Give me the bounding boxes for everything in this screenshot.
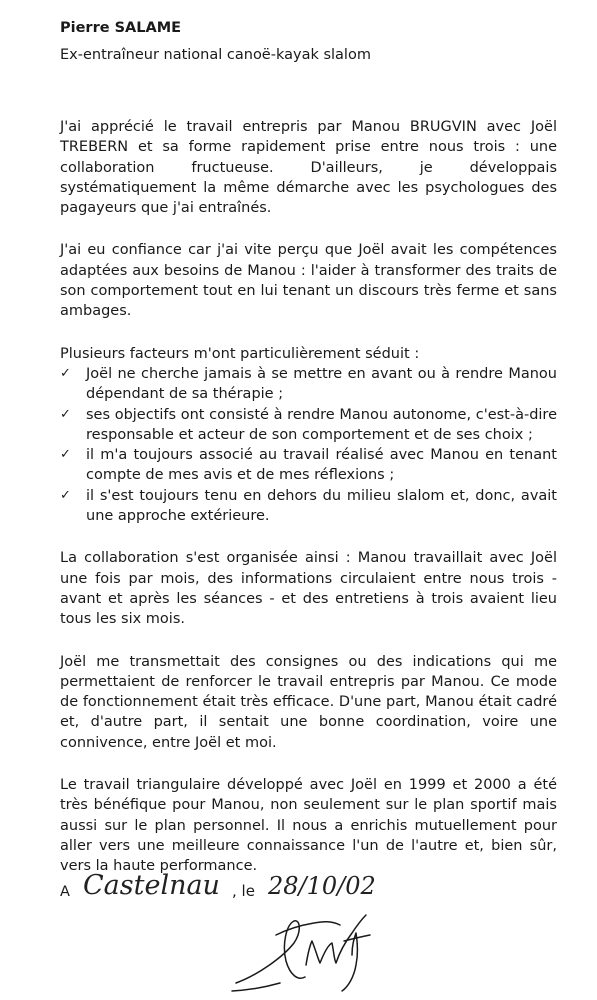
paragraph-2: J'ai eu confiance car j'ai vite perçu que Joël avait les compétences adaptées aux besoins de Manou : l'aider à transformer des traits de son comportement tout en lui tenant un discours très ferme et sans ambages.	[60, 242, 557, 320]
list-item	[60, 486, 557, 527]
handwritten-place: Castelnau	[83, 870, 220, 901]
checkmark-icon: ✓	[60, 365, 71, 381]
handwritten-date: 28/10/02	[268, 872, 376, 900]
factors-list	[60, 364, 557, 526]
signoff-le: , le	[232, 882, 255, 900]
signature-icon	[228, 895, 378, 995]
checkmark-icon: ✓	[60, 487, 71, 503]
paragraph-3: La collaboration s'est organisée ainsi : Manou travaillait avec Joël une fois par mois, des informations circulaient entre nous trois - avant et après les séances - et des entretiens à trois avaient lieu tous les six mois.	[60, 550, 557, 628]
paragraph-5: Le travail triangulaire développé avec Joël en 1999 et 2000 a été très bénéfique pour Manou, non seulement sur le plan sportif mais aussi sur le plan personnel. Il nous a enrichis mutuellement pour aller vers une meilleure connaissance l'un de l'autre et, bien sûr, vers la haute performance.	[60, 777, 557, 875]
list-item	[60, 445, 557, 486]
author-name: Pierre SALAME	[60, 20, 182, 36]
paragraph-1: J'ai apprécié le travail entrepris par Manou BRUGVIN avec Joël TREBERN et sa forme rapidement prise entre nous trois : une collaboration fructueuse. D'ailleurs, je développais systématiquement la même démarche avec les psychologues des pagayeurs que j'ai entraînés.	[60, 119, 557, 217]
list-item-text: il s'est toujours tenu en dehors du milieu slalom et, donc, avait une approche extérieure.	[86, 487, 557, 525]
signoff-block	[0, 870, 597, 1000]
paragraph-4: Joël me transmettait des consignes ou des indications qui me permettaient de renforcer le travail entrepris par Manou. Ce mode de fonctionnement était très efficace. D'une part, Manou était cadré et, d'autre part, il sentait une bonne coordination, voire une connivence, entre Joël et moi.	[60, 653, 557, 751]
list-item-text: Joël ne cherche jamais à se mettre en avant ou à rendre Manou dépendant de sa thérapie ;	[86, 365, 557, 403]
list-item-text: ses objectifs ont consisté à rendre Manou autonome, c'est-à-dire responsable et acteur de son comportement et de ses choix ;	[86, 406, 557, 443]
author-title: Ex-entraîneur national canoë-kayak slalom	[60, 47, 371, 63]
checkmark-icon: ✓	[60, 406, 71, 422]
list-item-text: il m'a toujours associé au travail réalisé avec Manou en tenant compte de mes avis et de mes réflexions ;	[86, 447, 557, 484]
list-item	[60, 364, 557, 405]
factors-intro: Plusieurs facteurs m'ont particulièrement séduit :	[60, 345, 420, 362]
list-item	[60, 405, 557, 446]
checkmark-icon: ✓	[60, 447, 71, 463]
signoff-a: A	[60, 884, 70, 900]
letter-body	[60, 117, 557, 899]
